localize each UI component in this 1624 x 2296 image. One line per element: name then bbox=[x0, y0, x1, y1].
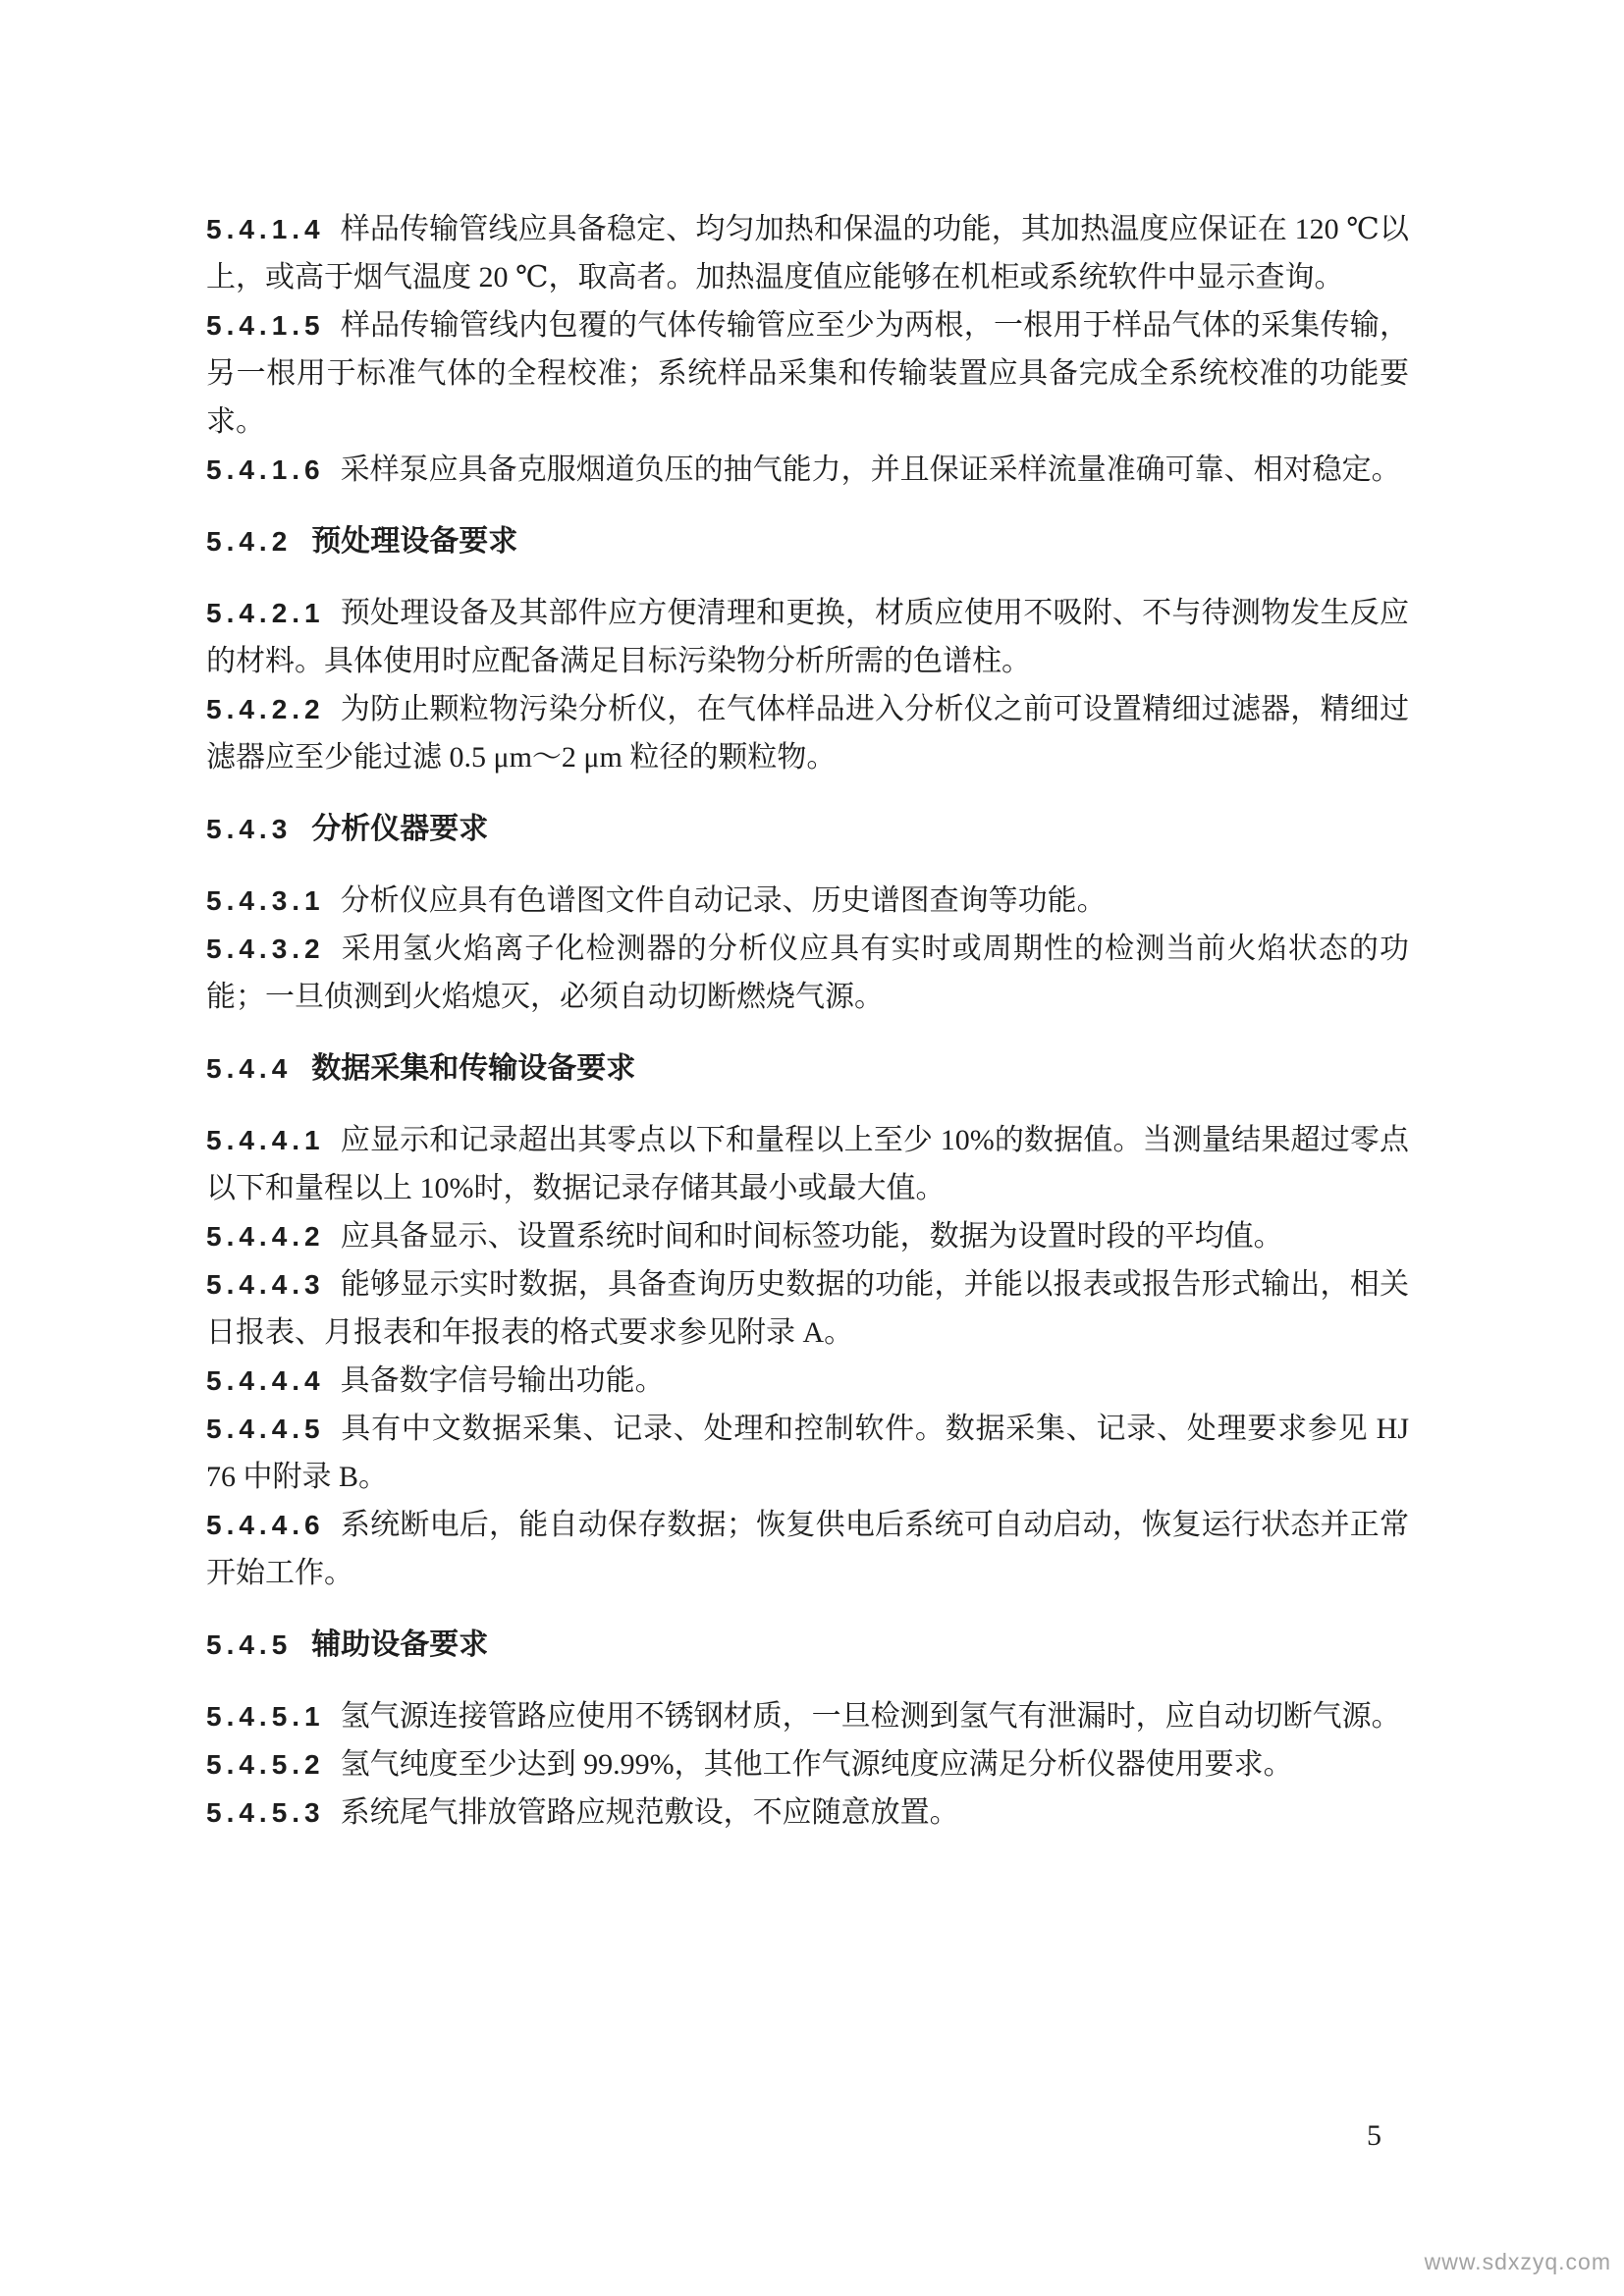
clause-number: 5.4.3.1 bbox=[206, 885, 325, 916]
clause-text: 为防止颗粒物污染分析仪，在气体样品进入分析仪之前可设置精细过滤器，精细过滤器应至少能过滤 0.5 μm～2 μm 粒径的颗粒物。 bbox=[206, 693, 1409, 774]
clause-text: 采样泵应具备克服烟道负压的抽气能力，并且保证采样流量准确可靠、相对稳定。 bbox=[340, 454, 1401, 486]
clause-text: 样品传输管线应具备稳定、均匀加热和保温的功能，其加热温度应保证在 120 ℃以上，或高于烟气温度 20 ℃，取高者。加热温度值应能够在机柜或系统软件中显示查询。 bbox=[206, 213, 1409, 294]
clause-5-4-5-2 bbox=[206, 1740, 1409, 1789]
clause-number: 5.4.5.3 bbox=[206, 1797, 325, 1828]
clause-text: 氢气纯度至少达到 99.99%，其他工作气源纯度应满足分析仪器使用要求。 bbox=[340, 1748, 1293, 1781]
heading-number: 5.4.5 bbox=[206, 1629, 293, 1660]
clause-number: 5.4.2.1 bbox=[206, 598, 325, 628]
clause-5-4-4-5 bbox=[206, 1405, 1409, 1501]
clause-text: 分析仪应具有色谱图文件自动记录、历史谱图查询等功能。 bbox=[340, 884, 1107, 917]
clause-text: 预处理设备及其部件应方便清理和更换，材质应使用不吸附、不与待测物发生反应的材料。具体使用时应配备满足目标污染物分析所需的色谱柱。 bbox=[206, 597, 1409, 677]
clause-5-4-4-4 bbox=[206, 1357, 1409, 1405]
clause-text: 能够显示实时数据，具备查询历史数据的功能，并能以报表或报告形式输出，相关日报表、月报表和年报表的格式要求参见附录 A。 bbox=[206, 1268, 1409, 1349]
clause-number: 5.4.1.4 bbox=[206, 214, 325, 244]
heading-5-4-4 bbox=[206, 1044, 1409, 1093]
clause-number: 5.4.4.2 bbox=[206, 1221, 325, 1252]
clause-number: 5.4.4.6 bbox=[206, 1510, 325, 1540]
clause-text: 样品传输管线内包覆的气体传输管应至少为两根，一根用于样品气体的采集传输，另一根用于标准气体的全程校准；系统样品采集和传输装置应具备完成全系统校准的功能要求。 bbox=[206, 309, 1409, 438]
clause-number: 5.4.5.1 bbox=[206, 1701, 325, 1732]
clause-5-4-4-2 bbox=[206, 1212, 1409, 1260]
clause-5-4-1-6 bbox=[206, 446, 1409, 494]
clause-number: 5.4.4.4 bbox=[206, 1365, 325, 1396]
clause-text: 系统尾气排放管路应规范敷设，不应随意放置。 bbox=[340, 1796, 959, 1829]
heading-5-4-3 bbox=[206, 805, 1409, 853]
clause-number: 5.4.1.6 bbox=[206, 454, 325, 485]
clause-text: 应显示和记录超出其零点以下和量程以上至少 10%的数据值。当测量结果超过零点以下和量程以上 10%时，数据记录存储其最小或最大值。 bbox=[206, 1124, 1409, 1204]
clause-number: 5.4.4.1 bbox=[206, 1125, 325, 1155]
clause-5-4-5-1 bbox=[206, 1692, 1409, 1740]
heading-number: 5.4.4 bbox=[206, 1053, 293, 1084]
clause-text: 具备数字信号输出功能。 bbox=[340, 1364, 665, 1397]
clause-5-4-4-1 bbox=[206, 1116, 1409, 1212]
heading-text: 分析仪器要求 bbox=[311, 813, 489, 845]
clause-5-4-4-6 bbox=[206, 1501, 1409, 1597]
clause-5-4-2-2 bbox=[206, 685, 1409, 781]
clause-text: 系统断电后，能自动保存数据；恢复供电后系统可自动启动，恢复运行状态并正常开始工作。 bbox=[206, 1509, 1409, 1589]
clause-text: 应具备显示、设置系统时间和时间标签功能，数据为设置时段的平均值。 bbox=[340, 1220, 1283, 1253]
page-number: 5 bbox=[1367, 2119, 1381, 2152]
heading-number: 5.4.3 bbox=[206, 814, 293, 844]
clause-text: 氢气源连接管路应使用不锈钢材质，一旦检测到氢气有泄漏时，应自动切断气源。 bbox=[340, 1700, 1401, 1733]
clause-text: 采用氢火焰离子化检测器的分析仪应具有实时或周期性的检测当前火焰状态的功能；一旦侦测到火焰熄灭，必须自动切断燃烧气源。 bbox=[206, 933, 1409, 1013]
clause-number: 5.4.5.2 bbox=[206, 1749, 325, 1780]
clause-5-4-3-1 bbox=[206, 877, 1409, 925]
watermark: www.sdxzyq.com bbox=[1424, 2249, 1611, 2274]
clause-text: 具有中文数据采集、记录、处理和控制软件。数据采集、记录、处理要求参见 HJ 76 中附录 B。 bbox=[206, 1413, 1409, 1493]
heading-5-4-5 bbox=[206, 1621, 1409, 1669]
document-content bbox=[206, 205, 1409, 1837]
heading-text: 辅助设备要求 bbox=[311, 1629, 489, 1661]
clause-5-4-2-1 bbox=[206, 589, 1409, 685]
clause-5-4-5-3 bbox=[206, 1789, 1409, 1837]
heading-text: 数据采集和传输设备要求 bbox=[311, 1052, 636, 1085]
clause-5-4-4-3 bbox=[206, 1260, 1409, 1357]
heading-number: 5.4.2 bbox=[206, 526, 293, 557]
clause-number: 5.4.4.3 bbox=[206, 1269, 325, 1300]
clause-number: 5.4.2.2 bbox=[206, 694, 325, 724]
heading-text: 预处理设备要求 bbox=[311, 525, 518, 558]
clause-number: 5.4.4.5 bbox=[206, 1414, 325, 1444]
clause-number: 5.4.1.5 bbox=[206, 310, 325, 341]
heading-5-4-2 bbox=[206, 517, 1409, 565]
clause-number: 5.4.3.2 bbox=[206, 934, 325, 964]
clause-5-4-3-2 bbox=[206, 925, 1409, 1021]
clause-5-4-1-5 bbox=[206, 301, 1409, 446]
clause-5-4-1-4 bbox=[206, 205, 1409, 301]
